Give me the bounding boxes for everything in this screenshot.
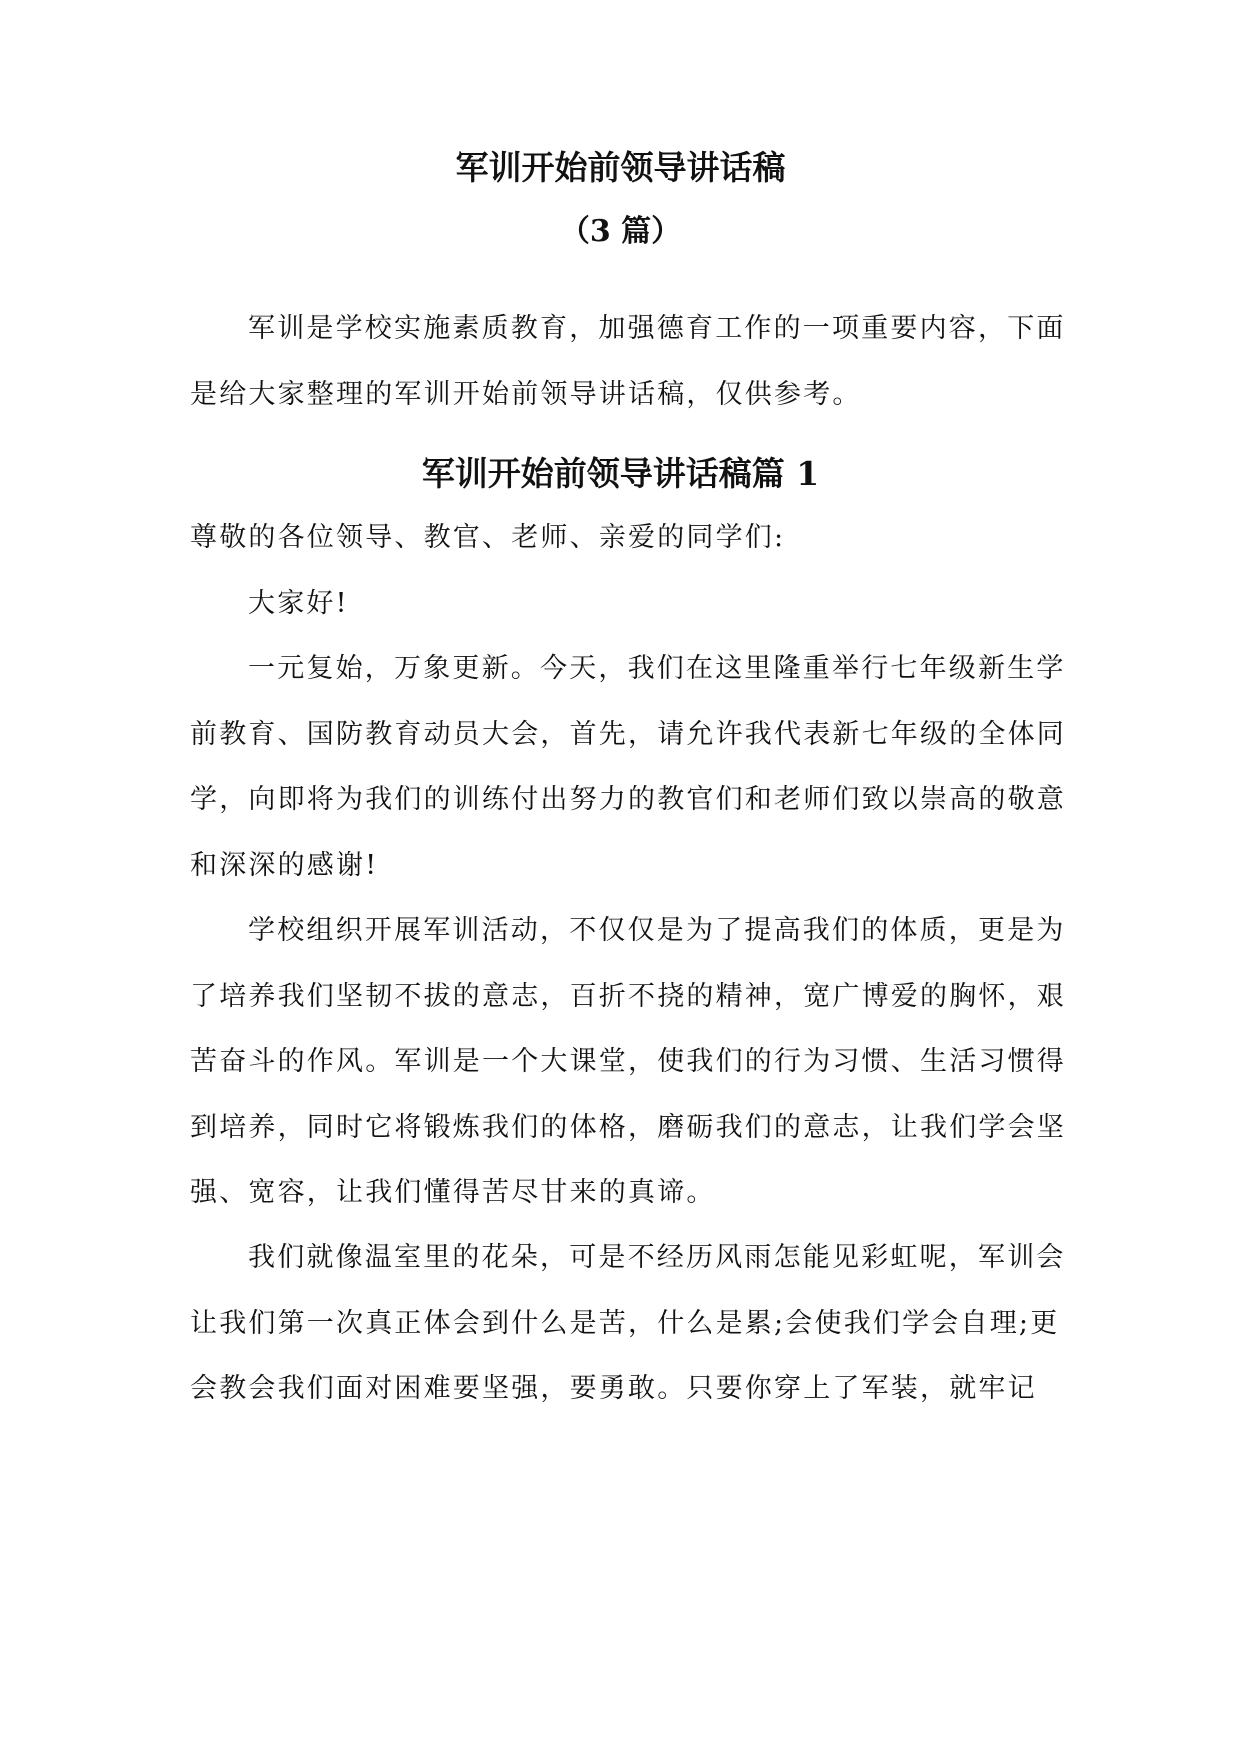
text-line: 大家好! <box>248 588 349 619</box>
text-line: 前教育、国防教育动员大会，首先，请允许我代表新七年级的全体同 <box>190 718 1066 750</box>
text-line: 让我们第一次真正体会到什么是苦，什么是累;会使我们学会自理;更 <box>190 1307 1060 1339</box>
text-line: 会教会我们面对困难要坚强，要勇敢。只要你穿上了军装，就牢记 <box>190 1373 1037 1404</box>
section-heading: 军训开始前领导讲话稿篇 1 <box>421 454 820 493</box>
text-line: 苦奋斗的作风。军训是一个大课堂，使我们的行为习惯、生活习惯得 <box>190 1046 1066 1077</box>
greeting <box>190 571 1050 637</box>
document-title: 军训开始前领导讲话稿 <box>455 148 786 187</box>
text-line: 我们就像温室里的花朵，可是不经历风雨怎能见彩虹呢，军训会 <box>248 1242 1066 1273</box>
paragraph-3 <box>190 1225 1066 1422</box>
text-line: 尊敬的各位领导、教官、老师、亲爱的同学们: <box>190 522 786 553</box>
text-line: 军训是学校实施素质教育，加强德育工作的一项重要内容，下面 <box>248 313 1066 344</box>
text-line: 学校组织开展军训活动，不仅仅是为了提高我们的体质，更是为 <box>248 915 1066 946</box>
text-line: 学，向即将为我们的训练付出努力的教官们和老师们致以崇高的敬意 <box>190 784 1066 815</box>
paragraph-2 <box>190 898 1066 1226</box>
intro-paragraph <box>190 296 1066 427</box>
text-line: 是给大家整理的军训开始前领导讲话稿，仅供参考。 <box>190 378 862 410</box>
text-line: 一元复始，万象更新。今天，我们在这里隆重举行七年级新生学 <box>248 653 1066 684</box>
text-line: 和深深的感谢! <box>190 849 379 881</box>
text-line: 了培养我们坚韧不拔的意志，百折不挠的精神，宽广博爱的胸怀，艰 <box>190 980 1066 1012</box>
salutation <box>190 505 1050 571</box>
document-subtitle: （3 篇） <box>559 214 682 249</box>
paragraph-1 <box>190 636 1066 898</box>
text-line: 到培养，同时它将锻炼我们的体格，磨砺我们的意志，让我们学会坚 <box>190 1111 1066 1143</box>
text-line: 强、宽容，让我们懂得苦尽甘来的真谛。 <box>190 1177 716 1208</box>
